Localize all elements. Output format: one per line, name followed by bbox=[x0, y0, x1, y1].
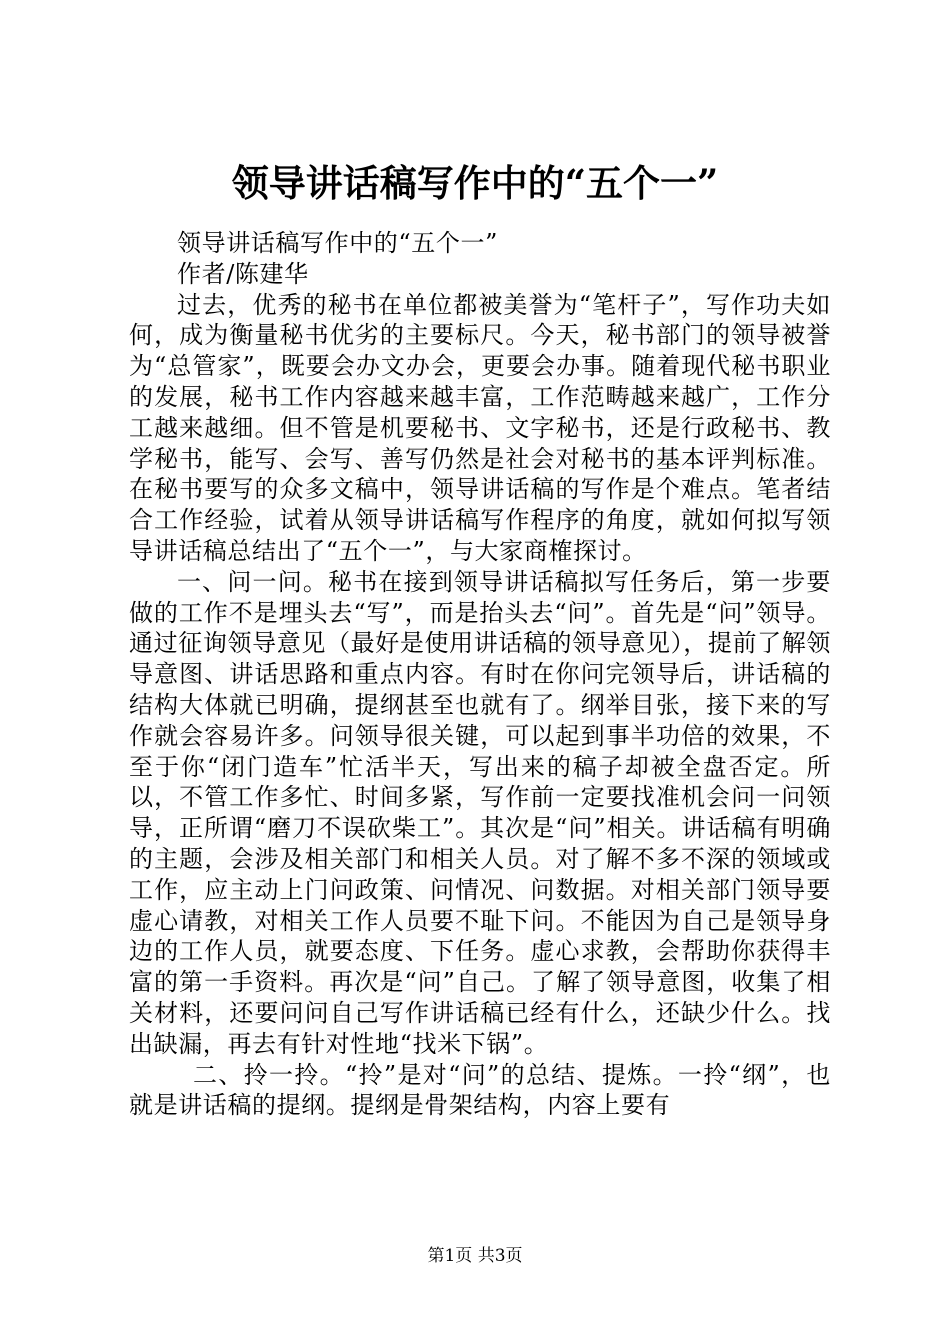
document-body bbox=[129, 228, 831, 1121]
page-footer: 第1页 共3页 bbox=[427, 1246, 523, 1266]
paragraph-section-1: 一、问一问。秘书在接到领导讲话稿拟写任务后，第一步要做的工作不是埋头去“写”，而是抬头去“问”。首先是“问”领导。通过征询领导意见（最好是使用讲话稿的领导意见），提前了解领导意图、讲话思路和重点内容。有时在你问完领导后，讲话稿的结构大体就已明确，提纲甚至也就有了。纲举目张，接下来的写作就会容易许多。问领导很关键，可以起到事半功倍的效果，不至于你“闭门造车”忙活半天，写出来的稿子却被全盘否定。所以，不管工作多忙、时间多紧，写作前一定要找准机会问一问领导，正所谓“磨刀不误砍柴工”。其次是“问”相关。讲话稿有明确的主题，会涉及相关部门和相关人员。对了解不多不深的领域或工作，应主动上门问政策、问情况、问数据。对相关部门领导要虚心请教，对相关工作人员要不耻下问。不能因为自己是领导身边的工作人员，就要态度、下任务。虚心求教，会帮助你获得丰富的第一手资料。再次是“问”自己。了解了领导意图，收集了相关材料，还要问问自己写作讲话稿已经有什么，还缺少什么。找出缺漏，再去有针对性地“找米下锅”。 bbox=[129, 567, 831, 1058]
paragraph-intro: 过去，优秀的秘书在单位都被美誉为“笔杆子”，写作功夫如何，成为衡量秘书优劣的主要标尺。今天，秘书部门的领导被誉为“总管家”，既要会办文办会，更要会办事。随着现代秘书职业的发展，秘书工作内容越来越丰富，工作范畴越来越广，工作分工越来越细。但不管是机要秘书、文字秘书，还是行政秘书、教学秘书，能写、会写、善写仍然是社会对秘书的基本评判标准。在秘书要写的众多文稿中，领导讲话稿的写作是个难点。笔者结合工作经验，试着从领导讲话稿写作程序的角度，就如何拟写领导讲话稿总结出了“五个一”，与大家商榷探讨。 bbox=[129, 290, 831, 565]
document-subtitle: 领导讲话稿写作中的“五个一” bbox=[177, 229, 498, 257]
paragraph-section-2: 二、拎一拎。“拎”是对“问”的总结、提炼。一拎“纲”，也就是讲话稿的提纲。提纲是骨架结构，内容上要有 bbox=[129, 1060, 831, 1120]
document-author: 作者/陈建华 bbox=[177, 259, 309, 288]
document-title: 领导讲话稿写作中的“五个一” bbox=[231, 161, 719, 205]
